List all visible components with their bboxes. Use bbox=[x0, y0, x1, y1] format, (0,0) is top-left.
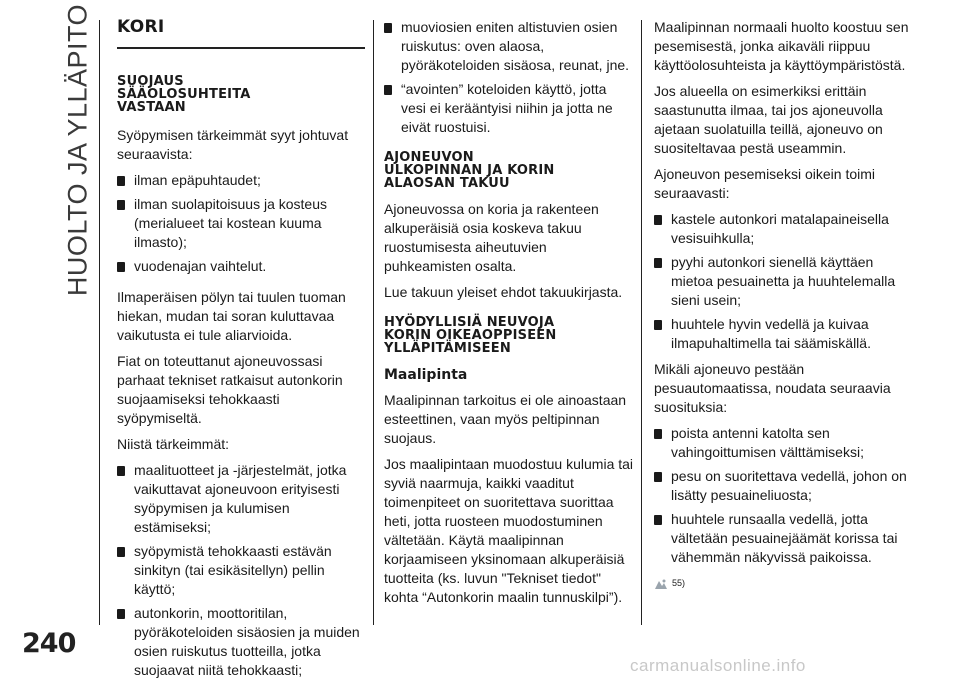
checkbox-bullet-icon bbox=[117, 466, 125, 476]
list-item: ilman epäpuhtaudet; bbox=[117, 171, 365, 190]
paragraph: Ajoneuvossa on koria ja rakenteen alkuperäisiä osia koskeva takuu ruostumisesta aiheutuvien puhkeamisten osalta. bbox=[384, 201, 599, 274]
heading-protection: SUOJAUS SÄÄOLOSUHTEITA VASTAAN bbox=[117, 74, 251, 115]
paragraph: Lue takuun yleiset ehdot takuukirjasta. bbox=[384, 284, 623, 300]
paragraph: Mikäli ajoneuvo pestään pesuautomaatissa, noudata seuraavia suosituksia: bbox=[654, 361, 891, 415]
heading-warranty: AJONEUVON ULKOPINNAN JA KORIN ALAOSAN TAKUU bbox=[384, 150, 555, 191]
checkbox-bullet-icon bbox=[117, 547, 125, 557]
paragraph: Ilmaperäisen pölyn tai tuulen tuoman hiekan, mudan tai soran kuluttavaa vaikutusta ei tule aliarvioida. bbox=[117, 289, 346, 343]
paragraph: Jos alueella on esimerkiksi erittäin saastunutta ilmaa, tai jos ajoneuvolla ajetaan suolatuilla teillä, ajoneuvo on suositeltavaa pestä useammin. bbox=[654, 83, 883, 156]
paragraph: Ajoneuvon pesemiseksi oikein toimi seuraavasti: bbox=[654, 166, 875, 201]
page-number: 240 bbox=[22, 628, 76, 659]
paragraph: Maalipinnan tarkoitus ei ole ainoastaan esteettinen, vaan myös peltipinnan suojaus. bbox=[384, 392, 627, 446]
bullet-list bbox=[384, 18, 634, 137]
checkbox-bullet-icon bbox=[117, 200, 125, 210]
column-2 bbox=[384, 18, 634, 614]
list-item: muoviosien eniten altistuvien osien ruiskutus: oven alaosa, pyöräkoteloiden sisäosa, reunat, jne. bbox=[384, 18, 634, 75]
list-item: maalituotteet ja -järjestelmät, jotka vaikuttavat ajoneuvoon erityisesti syöpymisen ja kulumisen estämiseksi; bbox=[117, 461, 365, 537]
column-divider-1 bbox=[373, 20, 374, 625]
list-item: ilman suolapitoisuus ja kosteus (merialueet tai kostean kuuma ilmasto); bbox=[117, 195, 365, 252]
column-1 bbox=[117, 18, 365, 687]
checkbox-bullet-icon bbox=[654, 320, 662, 330]
left-divider bbox=[99, 20, 100, 625]
checkbox-bullet-icon bbox=[117, 176, 125, 186]
subheading-paint: Maalipinta bbox=[384, 367, 468, 383]
checkbox-bullet-icon bbox=[654, 215, 662, 225]
bullet-list bbox=[117, 171, 365, 276]
section-side-title: HUOLTO JA YLLÄPITO bbox=[62, 3, 93, 297]
checkbox-bullet-icon bbox=[117, 609, 125, 619]
list-item: pyyhi autonkori sienellä käyttäen mietoa pesuainetta ja huuhtelemalla sieni usein; bbox=[654, 253, 916, 310]
heading-tips: HYÖDYLLISIÄ NEUVOJA KORIN OIKEAOPPISEEN YLLÄPITÄMISEEN bbox=[384, 315, 557, 356]
list-item: pesu on suoritettava vedellä, johon on lisätty pesuaineliuosta; bbox=[654, 467, 916, 505]
bullet-list bbox=[654, 210, 916, 353]
section-title: KORI bbox=[117, 18, 365, 49]
checkbox-bullet-icon bbox=[384, 85, 392, 95]
checkbox-bullet-icon bbox=[654, 472, 662, 482]
list-item: vuodenajan vaihtelut. bbox=[117, 257, 365, 276]
bullet-list bbox=[117, 461, 365, 680]
paragraph: Fiat on toteuttanut ajoneuvossasi parhaat tekniset ratkaisut autonkorin suojaamiseksi tehokkaasti syöpymiseltä. bbox=[117, 353, 343, 426]
list-item: autonkorin, moottoritilan, pyöräkoteloiden sisäosien ja muiden osien ruiskutus tuotteilla, jotka suojaavat niitä tehokkaasti; bbox=[117, 604, 365, 680]
column-3 bbox=[654, 18, 916, 593]
checkbox-bullet-icon bbox=[654, 515, 662, 525]
paragraph: Jos maalipintaan muodostuu kulumia tai syviä naarmuja, kaikki vaaditut toimenpiteet on suoritettava suorittaa heti, jotta ruosteen muodostuminen vältetään. Käytä maalipinnan korjaamiseen yksinomaan alkuperäisiä tuotteita (ks. luvun "Tekniset tiedot" kohta “Autonkorin maalin tunnuskilpi”). bbox=[384, 456, 634, 605]
column-divider-2 bbox=[641, 20, 642, 625]
checkbox-bullet-icon bbox=[384, 23, 392, 33]
list-item: huuhtele runsaalla vedellä, jotta vältetään pesuainejäämät korissa tai vähemmän näkyvissä paikoissa. bbox=[654, 510, 916, 567]
paragraph: Syöpymisen tärkeimmät syyt johtuvat seuraavista: bbox=[117, 127, 349, 162]
paragraph: Niistä tärkeimmät: bbox=[117, 436, 230, 452]
checkbox-bullet-icon bbox=[654, 258, 662, 268]
note-reference: 55) bbox=[654, 574, 916, 593]
checkbox-bullet-icon bbox=[117, 262, 125, 272]
list-item: kastele autonkori matalapaineisella vesisuihkulla; bbox=[654, 210, 916, 248]
watermark: carmanualsonline.info bbox=[630, 656, 806, 675]
list-item: poista antenni katolta sen vahingoittumisen välttämiseksi; bbox=[654, 424, 916, 462]
note-icon bbox=[654, 578, 668, 590]
checkbox-bullet-icon bbox=[654, 429, 662, 439]
paragraph: Maalipinnan normaali huolto koostuu sen pesemisestä, jonka aikaväli riippuu käyttöolosuhteista ja käyttöympäristöstä. bbox=[654, 19, 909, 73]
list-item: “avointen” koteloiden käyttö, jotta vesi ei kerääntyisi niihin ja jotta ne eivät ruostuisi. bbox=[384, 80, 634, 137]
bullet-list bbox=[654, 424, 916, 567]
list-item: huuhtele hyvin vedellä ja kuivaa ilmapuhaltimella tai säämiskällä. bbox=[654, 315, 916, 353]
list-item: syöpymistä tehokkaasti estävän sinkityn (tai esikäsitellyn) pellin käyttö; bbox=[117, 542, 365, 599]
